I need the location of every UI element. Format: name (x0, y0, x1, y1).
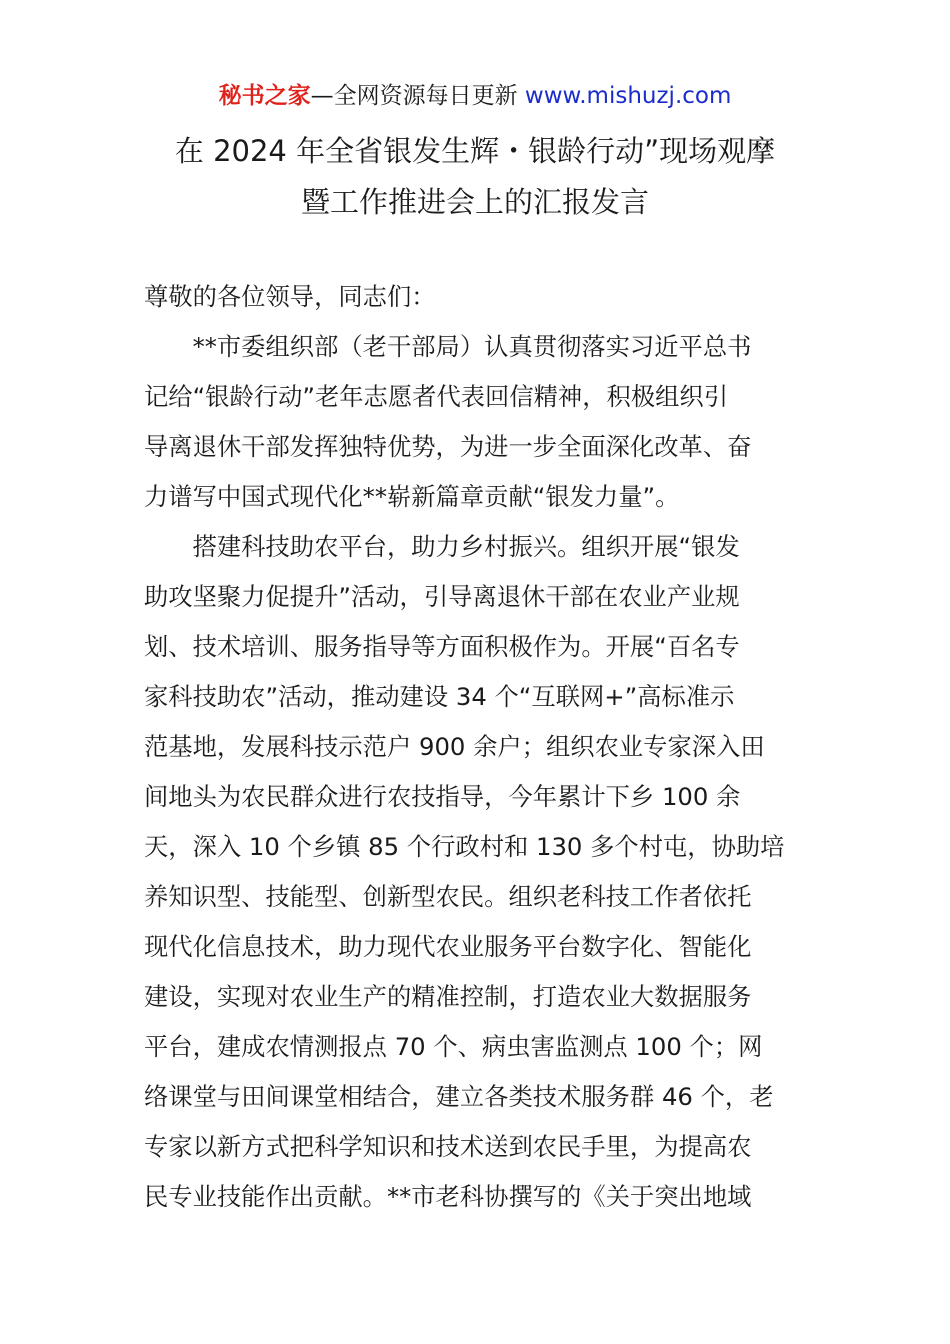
body-line: 导离退休干部发挥独特优势，为进一步全面深化改革、奋 (144, 432, 752, 461)
body-line: 间地头为农民群众进行农技指导，今年累计下乡 100 余 (144, 782, 741, 811)
site-url-link[interactable]: www.mishuzj.com (524, 83, 732, 109)
body-line: 家科技助农”活动，推动建设 34 个“互联网+”高标准示 (144, 682, 735, 711)
body-line: 搭建科技助农平台，助力乡村振兴。组织开展“银发 (144, 532, 740, 561)
body-line: 养知识型、技能型、创新型农民。组织老科技工作者依托 (144, 882, 752, 911)
body-line: 力谱写中国式现代化**崭新篇章贡献“银发力量”。 (144, 482, 680, 511)
body-line: 现代化信息技术，助力现代农业服务平台数字化、智能化 (144, 932, 752, 961)
title-line: 在 2024 年全省银发生辉・银龄行动”现场观摩 (174, 134, 776, 168)
body-line: 天，深入 10 个乡镇 85 个行政村和 130 多个村屯，协助培 (144, 832, 785, 861)
body-line: 专家以新方式把科学知识和技术送到农民手里，为提高农 (144, 1132, 752, 1161)
body-line: 民专业技能作出贡献。**市老科协撰写的《关于突出地域 (144, 1182, 752, 1211)
salutation: 尊敬的各位领导，同志们： (144, 282, 436, 311)
body-line: 平台，建成农情测报点 70 个、病虫害监测点 100 个；网 (144, 1032, 763, 1061)
body-line: 记给“银龄行动”老年志愿者代表回信精神，积极组织引 (144, 382, 729, 411)
body-line: 络课堂与田间课堂相结合，建立各类技术服务群 46 个，老 (144, 1082, 774, 1111)
site-slogan: —全网资源每日更新 (310, 83, 525, 109)
body-line: 助攻坚聚力促提升”活动，引导离退休干部在农业产业规 (144, 582, 740, 611)
document-body (144, 272, 810, 1222)
site-name: 秘书之家 (218, 83, 311, 109)
body-line: **市委组织部（老干部局）认真贯彻落实习近平总书 (144, 332, 752, 361)
site-header (0, 80, 950, 112)
body-line: 建设，实现对农业生产的精准控制，打造农业大数据服务 (144, 982, 752, 1011)
body-line: 划、技术培训、服务指导等方面积极作为。开展“百名专 (144, 632, 740, 661)
title-line: 暨工作推进会上的汇报发言 (300, 185, 649, 219)
document-title (0, 126, 950, 228)
body-line: 范基地，发展科技示范户 900 余户；组织农业专家深入田 (144, 732, 765, 761)
